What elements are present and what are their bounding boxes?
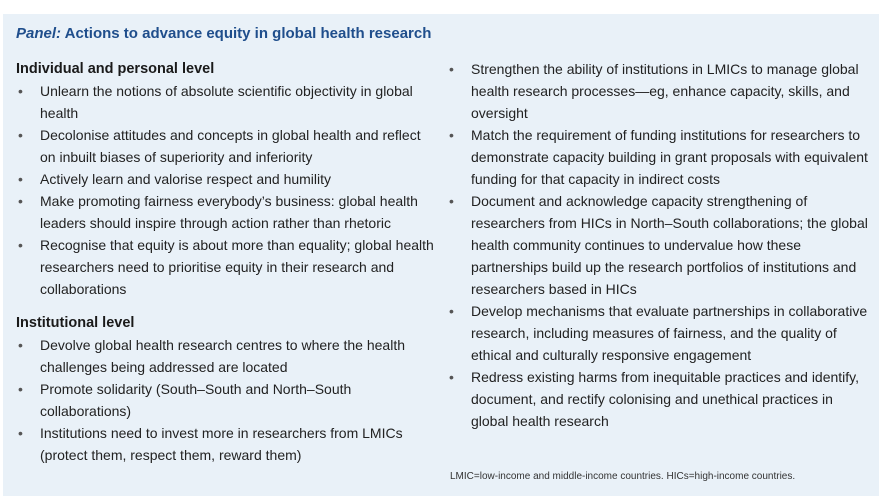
bullet-icon: • xyxy=(18,127,23,143)
institutional-list-left xyxy=(16,334,436,466)
list-item-text: Recognise that equity is about more than equality; global health researchers need to prioritise equity in their research and collaborations xyxy=(40,237,434,297)
institutional-list-right xyxy=(447,58,872,432)
list-item xyxy=(447,190,872,300)
panel-title xyxy=(16,25,431,42)
list-item xyxy=(16,334,436,378)
list-item xyxy=(16,422,436,466)
list-item-text: Promote solidarity (South–South and North–South collaborations) xyxy=(40,381,352,419)
list-item-text: Match the requirement of funding institutions for researchers to demonstrate capacity building in grant proposals with equivalent funding for that capacity in indirect costs xyxy=(471,127,868,187)
right-column xyxy=(447,58,872,432)
bullet-icon: • xyxy=(18,425,23,441)
list-item-text: Actively learn and valorise respect and humility xyxy=(40,171,332,187)
list-item-text: Strengthen the ability of institutions in LMICs to manage global health research processes—eg, enhance capacity, skills, and oversight xyxy=(471,61,859,121)
bullet-icon: • xyxy=(18,381,23,397)
list-item-text: Make promoting fairness everybody’s business: global health leaders should inspire through action rather than rhetoric xyxy=(40,193,418,231)
bullet-icon: • xyxy=(18,193,23,209)
list-item xyxy=(447,366,872,432)
panel-title-tag: Panel: xyxy=(16,25,62,42)
bullet-icon: • xyxy=(18,337,23,353)
bullet-icon: • xyxy=(449,127,454,143)
footnote: LMIC=low-income and middle-income countries. HICs=high-income countries. xyxy=(450,471,796,482)
list-item xyxy=(16,234,436,300)
list-item xyxy=(447,58,872,124)
bullet-icon: • xyxy=(18,237,23,253)
section-heading-individual: Individual and personal level xyxy=(16,61,215,77)
bullet-icon: • xyxy=(18,171,23,187)
list-item xyxy=(16,80,436,124)
bullet-icon: • xyxy=(449,61,454,77)
list-item-text: Document and acknowledge capacity strengthening of researchers from HICs in North–South collaborations; the global health community continues to undervalue how these partnerships build up the research portfolios of institutions and researchers based in HICs xyxy=(471,193,868,297)
section-heading-institutional: Institutional level xyxy=(16,315,135,331)
bullet-icon: • xyxy=(449,369,454,385)
bullet-icon: • xyxy=(449,303,454,319)
list-item xyxy=(16,190,436,234)
list-item xyxy=(447,300,872,366)
individual-list xyxy=(16,80,436,300)
list-item-text: Decolonise attitudes and concepts in global health and reflect on inbuilt biases of superiority and inferiority xyxy=(40,127,421,165)
panel-box xyxy=(3,14,879,496)
list-item-text: Devolve global health research centres to where the health challenges being addressed are located xyxy=(40,337,405,375)
bullet-icon: • xyxy=(449,193,454,209)
panel-title-text: Actions to advance equity in global health research xyxy=(61,25,432,42)
list-item xyxy=(16,378,436,422)
list-item-text: Develop mechanisms that evaluate partnerships in collaborative research, including measures of fairness, and the quality of ethical and culturally responsive engagement xyxy=(471,303,868,363)
list-item xyxy=(447,124,872,190)
list-item-text: Unlearn the notions of absolute scientific objectivity in global health xyxy=(40,83,413,121)
list-item xyxy=(16,124,436,168)
list-item xyxy=(16,168,436,190)
list-item-text: Institutions need to invest more in researchers from LMICs (protect them, respect them, reward them) xyxy=(40,425,403,463)
bullet-icon: • xyxy=(18,83,23,99)
list-item-text: Redress existing harms from inequitable practices and identify, document, and rectify colonising and unethical practices in global health research xyxy=(471,369,860,429)
left-column xyxy=(16,58,436,466)
